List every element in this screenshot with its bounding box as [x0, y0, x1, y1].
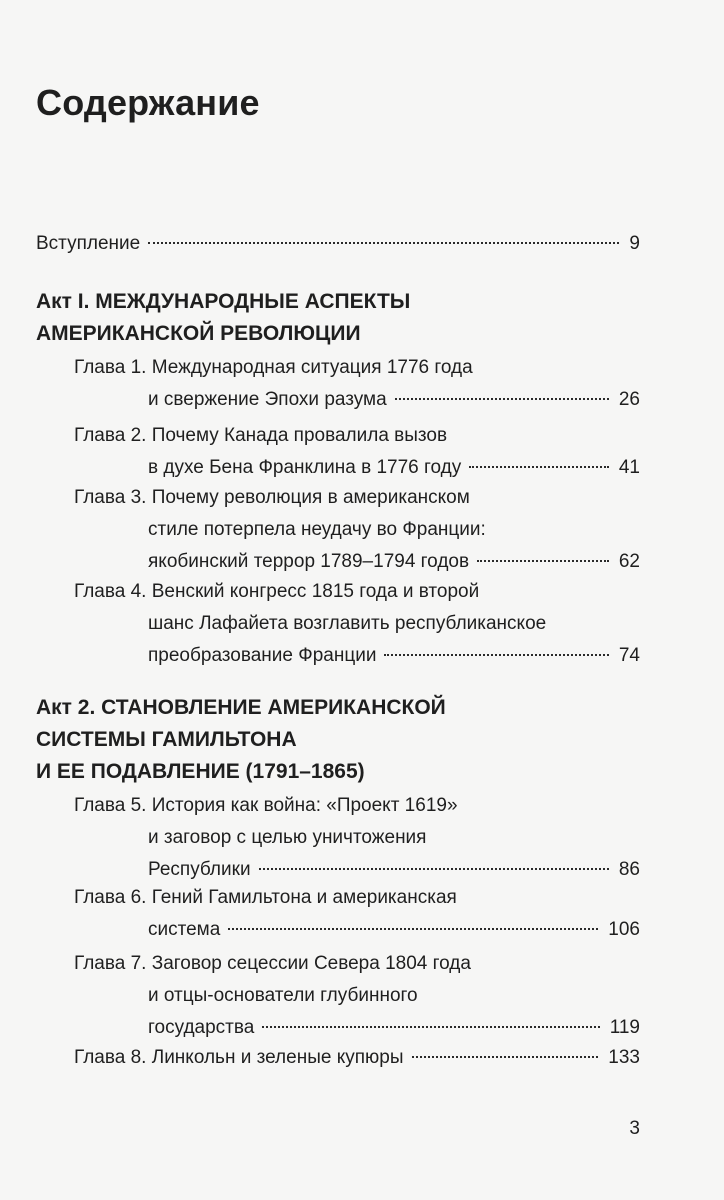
toc-entry-chapter-5 [74, 790, 640, 886]
dot-leader [469, 466, 609, 468]
chapter-title-line: стиле потерпела неудачу во Франции: [148, 519, 486, 540]
chapter-title-line: шанс Лафайета возглавить республиканское [148, 613, 547, 634]
chapter-title-line: Глава 8. Линкольн и зеленые купюры [74, 1047, 404, 1068]
toc-entry-chapter-2 [74, 420, 640, 484]
page-number: 62 [618, 551, 640, 572]
page-number: 106 [608, 919, 640, 940]
dot-leader [395, 398, 609, 400]
chapter-title-line: и отцы-основатели глубинного [148, 985, 418, 1006]
toc-entry-chapter-3 [74, 482, 640, 578]
act-heading-line: СИСТЕМЫ ГАМИЛЬТОНА [36, 728, 297, 751]
page-number: 86 [618, 859, 640, 880]
toc-entry-chapter-8 [74, 1042, 640, 1074]
dot-leader [477, 560, 609, 562]
act-heading-line: И ЕЕ ПОДАВЛЕНИЕ (1791–1865) [36, 760, 365, 783]
chapter-title-line: Республики [148, 859, 251, 880]
toc-entry-label: Вступление [36, 233, 141, 254]
page-number: 119 [609, 1017, 640, 1038]
chapter-title-line: преобразование Франции [148, 645, 377, 666]
chapter-title-line: Глава 2. Почему Канада провалила вызов [74, 425, 448, 446]
toc-entry-chapter-4 [74, 576, 640, 672]
page-number: 9 [629, 233, 640, 254]
chapter-title-line: и свержение Эпохи разума [148, 389, 387, 410]
act-1-heading [36, 286, 410, 350]
folio-page-number: 3 [629, 1118, 640, 1139]
page-number: 26 [618, 389, 640, 410]
chapter-title-line: якобинский террор 1789–1794 годов [148, 551, 470, 572]
chapter-title-line: Глава 1. Международная ситуация 1776 года [74, 357, 473, 378]
act-heading-line: Акт I. МЕЖДУНАРОДНЫЕ АСПЕКТЫ [36, 290, 411, 313]
toc-entry-chapter-7 [74, 948, 640, 1044]
dot-leader [259, 868, 609, 870]
dot-leader [412, 1056, 599, 1058]
dot-leader [384, 654, 608, 656]
toc-entry-intro [36, 228, 640, 260]
dot-leader [228, 928, 598, 930]
chapter-title-line: Глава 5. История как война: «Проект 1619» [74, 795, 458, 816]
chapter-title-line: система [148, 919, 221, 940]
page-number: 74 [618, 645, 640, 666]
page-number: 133 [608, 1047, 640, 1068]
chapter-title-line: и заговор с целью уничтожения [148, 827, 427, 848]
chapter-title-line: в духе Бена Франклина в 1776 году [148, 457, 462, 478]
page-title: Содержание [36, 82, 260, 123]
act-heading-line: Акт 2. СТАНОВЛЕНИЕ АМЕРИКАНСКОЙ [36, 696, 446, 719]
chapter-title-line: Глава 6. Гений Гамильтона и американская [74, 887, 457, 908]
chapter-title-line: Глава 3. Почему революция в американском [74, 487, 470, 508]
act-heading-line: АМЕРИКАНСКОЙ РЕВОЛЮЦИИ [36, 322, 361, 345]
dot-leader [262, 1026, 599, 1028]
page-number: 41 [618, 457, 640, 478]
act-2-heading [36, 692, 446, 788]
chapter-title-line: государства [148, 1017, 255, 1038]
chapter-title-line: Глава 4. Венский конгресс 1815 года и второй [74, 581, 480, 602]
toc-entry-chapter-1 [74, 352, 640, 416]
toc-entry-chapter-6 [74, 882, 640, 946]
dot-leader [148, 242, 619, 244]
chapter-title-line: Глава 7. Заговор сецессии Севера 1804 года [74, 953, 471, 974]
